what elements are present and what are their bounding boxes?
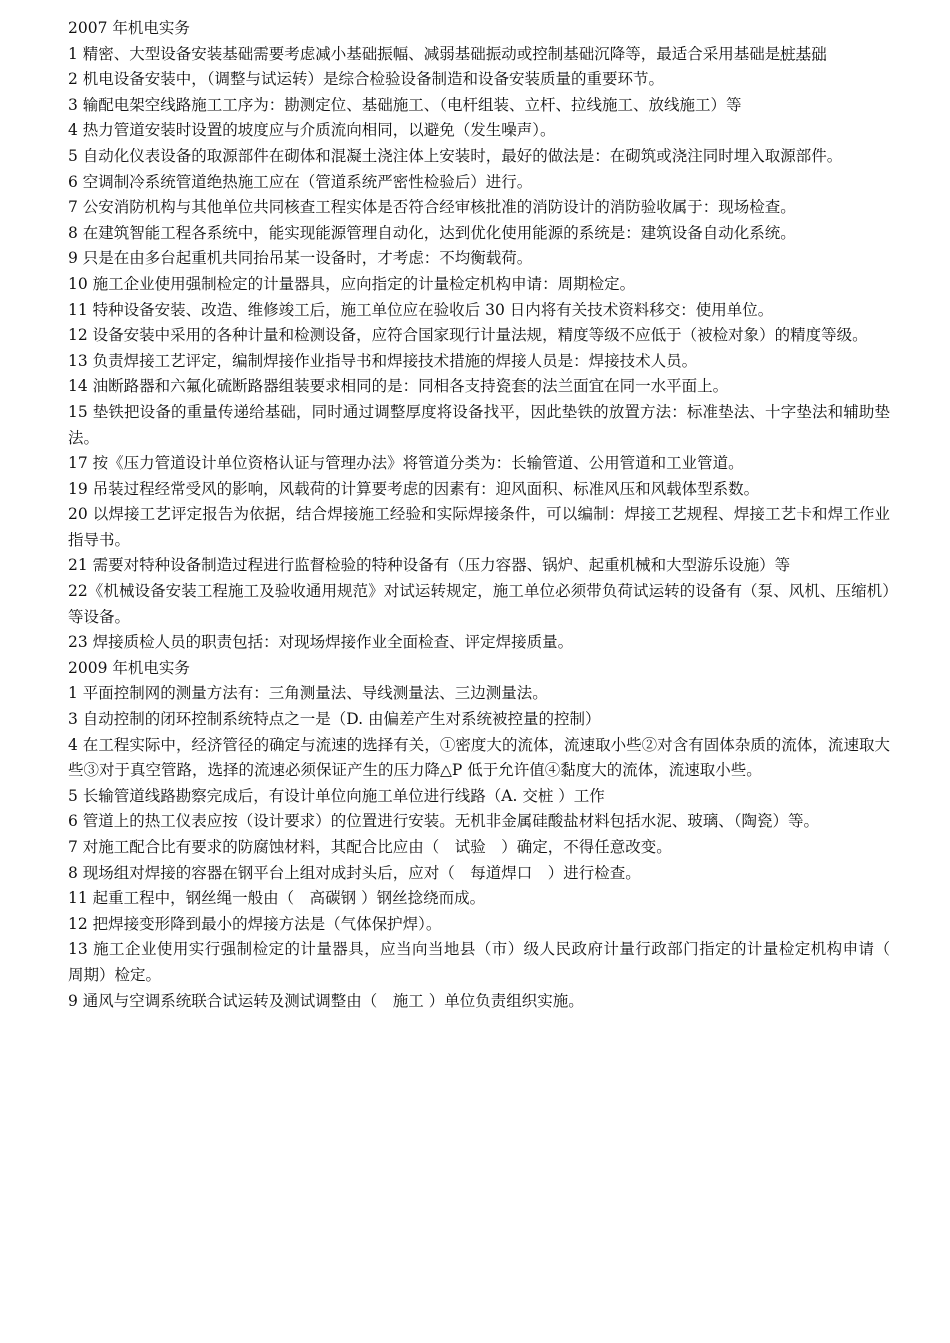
question-item: 9 只是在由多台起重机共同抬吊某一设备时，才考虑：不均衡载荷。 — [68, 249, 533, 268]
question-item: 9 通风与空调系统联合试运转及测试调整由（ 施工 ）单位负责组织实施。 — [68, 991, 584, 1010]
question-item: 21 需要对特种设备制造过程进行监督检验的特种设备有（压力容器、锅炉、起重机械和大型游乐设施）等 — [68, 556, 791, 575]
question-item: 12 把焊接变形降到最小的焊接方法是（气体保护焊）。 — [68, 914, 442, 933]
section-heading: 2007 年机电实务 — [68, 19, 190, 37]
question-item: 8 在建筑智能工程各系统中，能实现能源管理自动化，达到优化使用能源的系统是：建筑设备自动化系统。 — [68, 223, 796, 242]
question-item: 14 油断路器和六氟化硫断路器组装要求相同的是：同相各支持瓷套的法兰面宜在同一水平面上。 — [68, 377, 729, 396]
question-item: 20 以焊接工艺评定报告为依据，结合焊接施工经验和实际焊接条件，可以编制：焊接工艺规程、焊接工艺卡和焊工作业指导书。 — [68, 505, 890, 549]
section-heading: 2009 年机电实务 — [68, 658, 190, 677]
question-item: 5 自动化仪表设备的取源部件在砌体和混凝土浇注体上安装时，最好的做法是：在砌筑或浇注同时埋入取源部件。 — [68, 146, 843, 165]
question-item: 3 自动控制的闭环控制系统特点之一是（D. 由偏差产生对系统被控量的控制） — [68, 710, 601, 729]
section-2007 — [68, 16, 890, 656]
question-item: 11 起重工程中，钢丝绳一般由（ 高碳钢 ）钢丝捻绕而成。 — [68, 889, 486, 908]
answer-highlight: 桩基础 — [780, 44, 827, 63]
question-item: 3 输配电架空线路施工工序为：勘测定位、基础施工、（电杆组装、立杆、拉线施工、放线施工）等 — [68, 95, 742, 114]
question-item: 4 在工程实际中，经济管径的确定与流速的选择有关，①密度大的流体，流速取小些②对含有固体杂质的流体，流速取大些③对于真空管路，选择的流速必须保证产生的压力降△P 低于允许值④黏度大的流体，流速取小些。 — [68, 735, 890, 780]
question-item: 22《机械设备安装工程施工及验收通用规范》对试运转规定，施工单位必须带负荷试运转的设备有（泵、风机、压缩机）等设备。 — [68, 582, 890, 626]
question-item: 10 施工企业使用强制检定的计量器具，应向指定的计量检定机构申请：周期检定。 — [68, 274, 636, 293]
question-item: 19 吊装过程经常受风的影响，风载荷的计算要考虑的因素有：迎风面积、标准风压和风载体型系数。 — [68, 479, 760, 498]
question-item: 1 精密、大型设备安装基础需要考虑减小基础振幅、减弱基础振动或控制基础沉降等，最适合采用基础是桩基础 — [68, 44, 827, 63]
question-item: 13 施工企业使用实行强制检定的计量器具，应当向当地县（市）级人民政府计量行政部门指定的计量检定机构申请（ 周期）检定。 — [68, 940, 906, 984]
question-item: 13 负责焊接工艺评定，编制焊接作业指导书和焊接技术措施的焊接人员是：焊接技术人员。 — [68, 351, 698, 370]
question-item: 12 设备安装中采用的各种计量和检测设备，应符合国家现行计量法规，精度等级不应低于（被检对象）的精度等级。 — [68, 326, 868, 345]
question-item: 15 垫铁把设备的重量传递给基础，同时通过调整厚度将设备找平，因此垫铁的放置方法：标准垫法、十字垫法和辅助垫法。 — [68, 402, 890, 447]
question-item: 17 按《压力管道设计单位资格认证与管理办法》将管道分类为：长输管道、公用管道和工业管道。 — [68, 454, 744, 473]
question-item: 8 现场组对焊接的容器在钢平台上组对成封头后，应对（ 每道焊口 ）进行检查。 — [68, 863, 641, 882]
question-item: 1 平面控制网的测量方法有：三角测量法、导线测量法、三边测量法。 — [68, 684, 548, 703]
question-item: 7 公安消防机构与其他单位共同核查工程实体是否符合经审核批准的消防设计的消防验收属于：现场检查。 — [68, 198, 796, 217]
question-item: 11 特种设备安装、改造、维修竣工后，施工单位应在验收后 30 日内将有关技术资料移交：使用单位。 — [68, 300, 774, 319]
question-item: 5 长输管道线路勘察完成后，有设计单位向施工单位进行线路（A. 交桩 ）工作 — [68, 786, 605, 805]
section-2009 — [68, 656, 906, 1014]
question-item: 2 机电设备安装中，（调整与试运转）是综合检验设备制造和设备安装质量的重要环节。 — [68, 70, 665, 89]
question-item: 23 焊接质检人员的职责包括：对现场焊接作业全面检查、评定焊接质量。 — [68, 633, 574, 652]
question-item: 6 空调制冷系统管道绝热施工应在（管道系统严密性检验后）进行。 — [68, 172, 533, 191]
question-item: 4 热力管道安装时设置的坡度应与介质流向相同，以避免（发生噪声）。 — [68, 121, 556, 140]
question-list — [68, 42, 890, 656]
question-item: 6 管道上的热工仪表应按（设计要求）的位置进行安装。无机非金属硅酸盐材料包括水泥、玻璃、（陶瓷）等。 — [68, 812, 820, 831]
question-item: 7 对施工配合比有要求的防腐蚀材料，其配合比应由（ 试验 ）确定，不得任意改变。 — [68, 838, 672, 856]
question-list — [68, 681, 906, 1014]
